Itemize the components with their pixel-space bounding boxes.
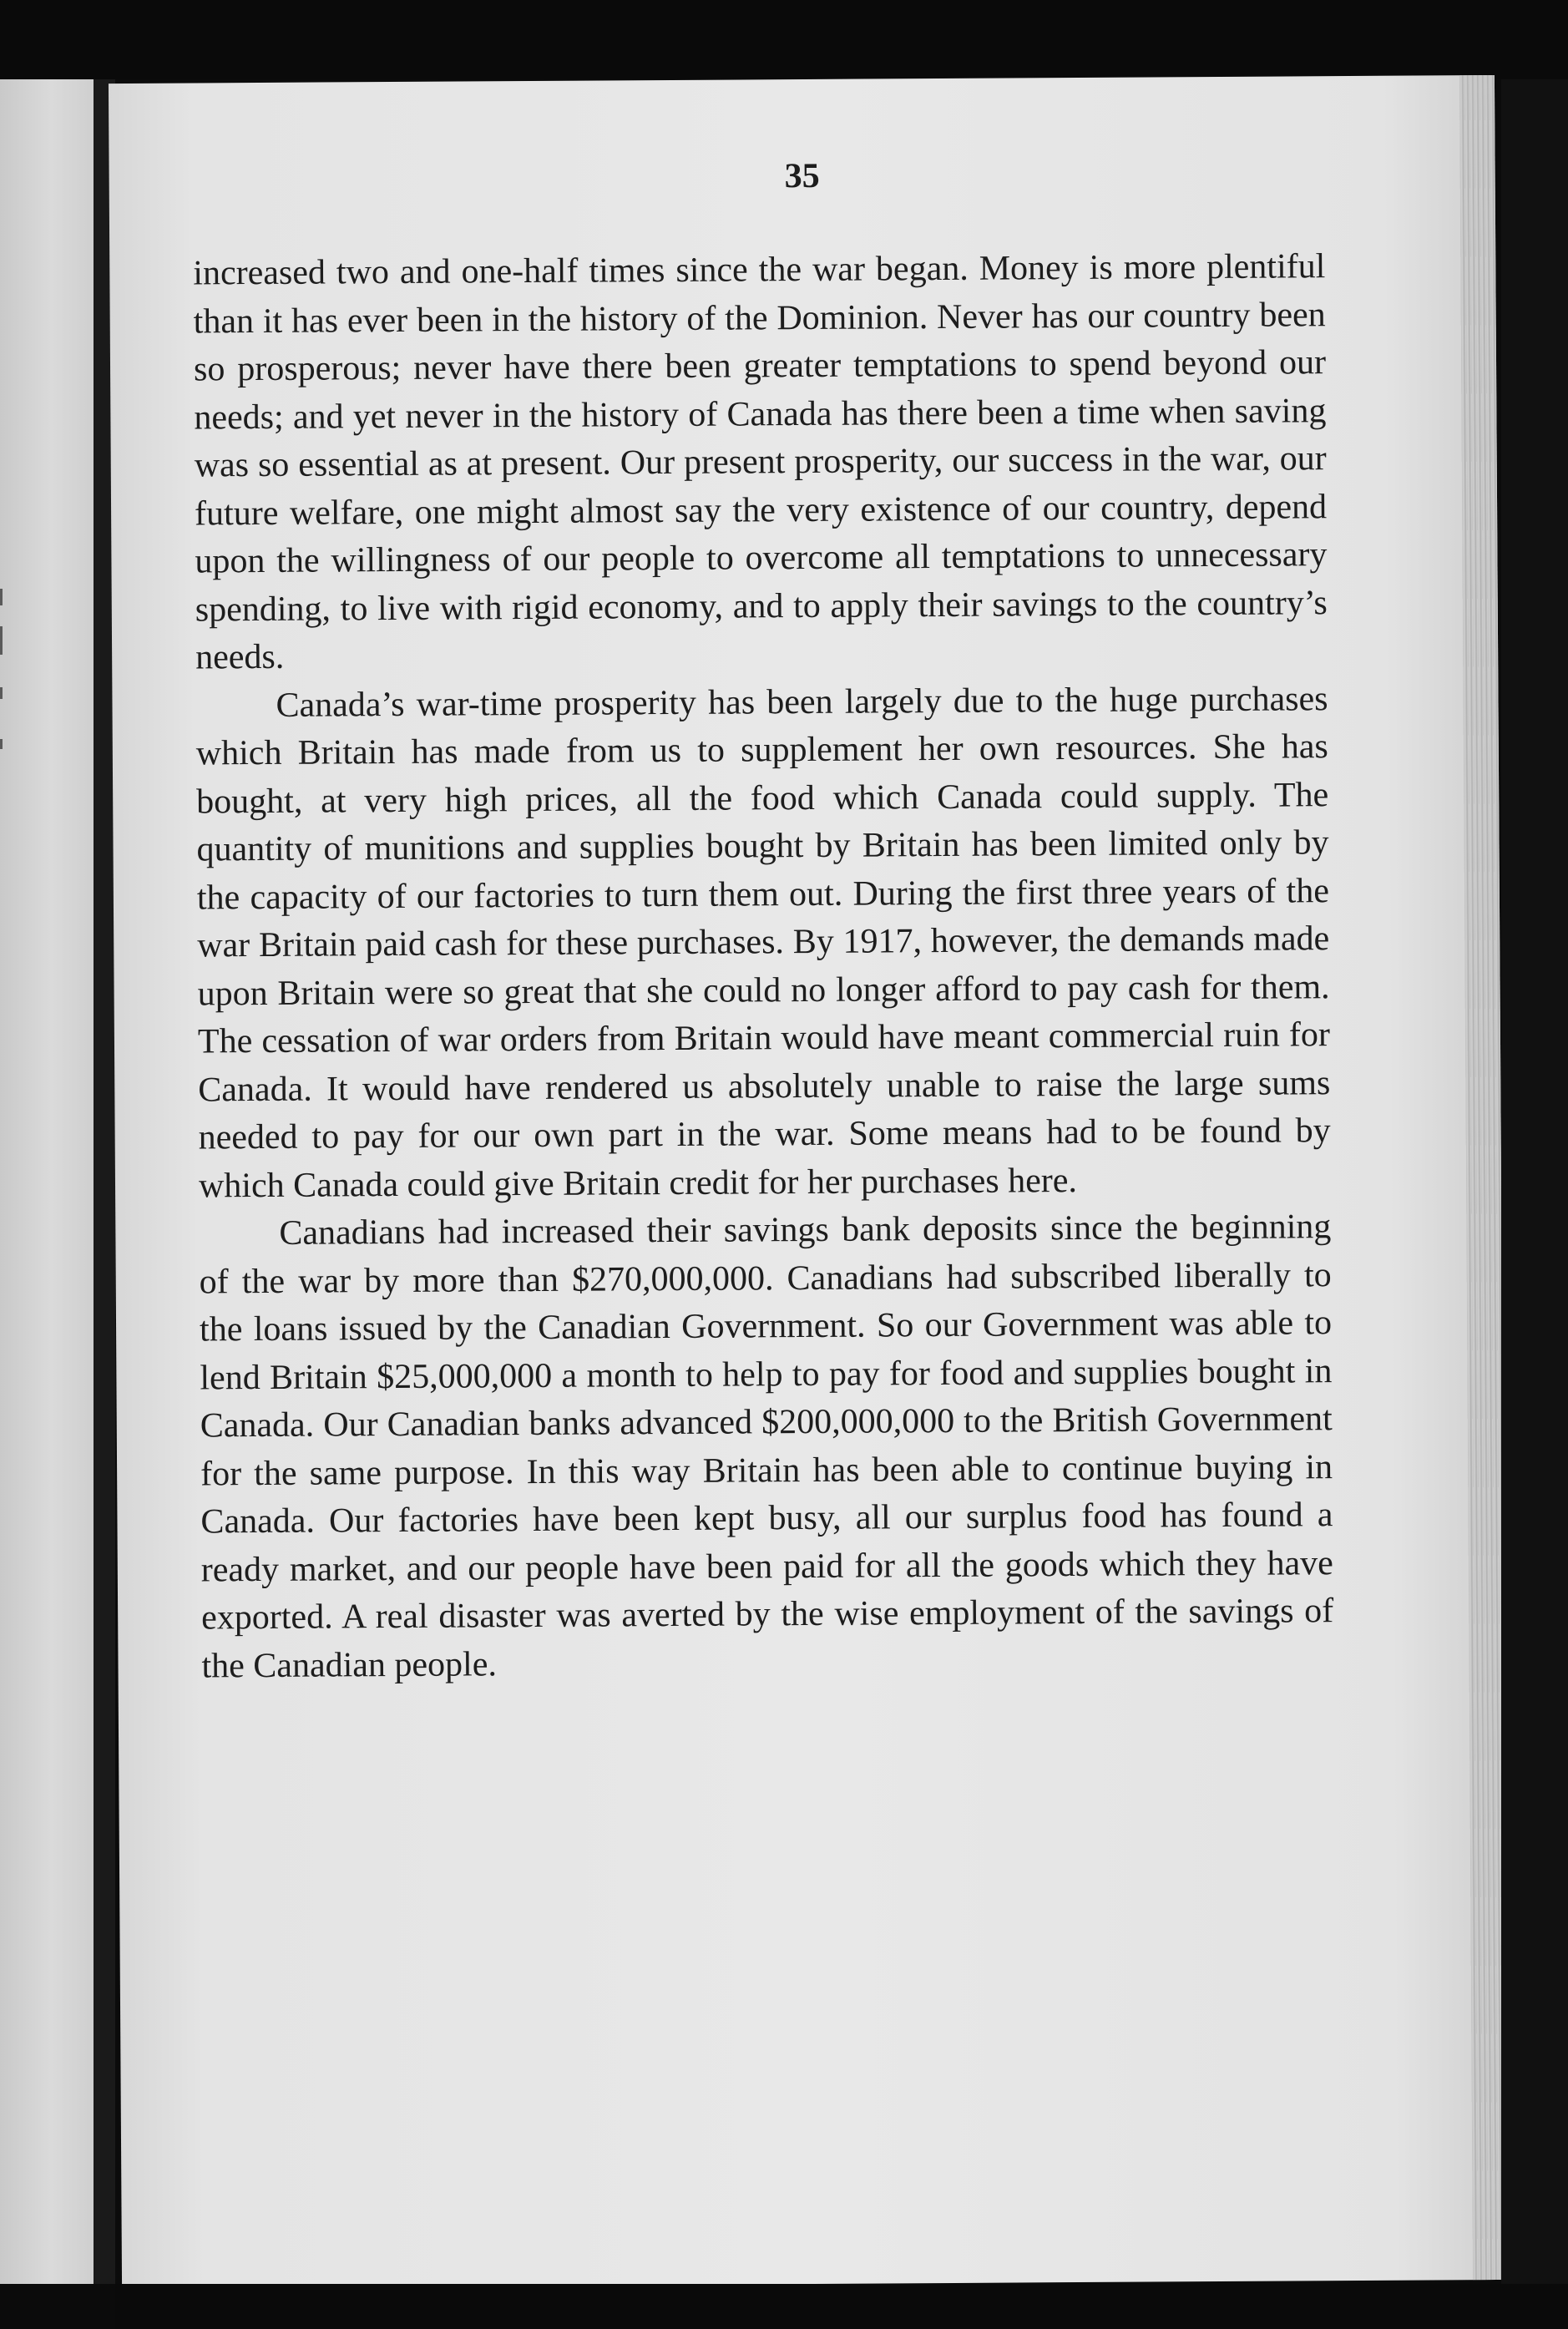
paragraph: Canada’s war-time prosperity has been largely due to the huge purchases which Britain has made from us to supplement her own resources. She has bought, at very high prices, all the food which Canada could supply. The quantity of munitions and supplies bought by Britain has been limited only by the capacity of our factories to turn them out. During the first three years of the war Britain paid cash for these purchases. By 1917, however, the demands made upon Britain were so great that she could no longer afford to pay cash for them. The cessation of war orders from Britain would have meant commercial ruin for Canada. It would have rendered us absolutely unable to raise the large sums needed to pay for our own part in the war. Some means had to be found by which Canada could give Britain credit for her purchases here. xyxy=(195,679,1331,1205)
scan-top-border xyxy=(0,0,1568,79)
facing-page-mark xyxy=(0,626,3,655)
facing-page-mark xyxy=(0,739,3,749)
page-body xyxy=(193,243,1334,1690)
facing-page-mark xyxy=(0,687,3,699)
facing-page-mark xyxy=(0,589,3,605)
facing-page-edge xyxy=(0,79,94,2284)
scan-right-border xyxy=(1501,79,1568,2284)
paragraph: Canadians had increased their savings bank deposits since the beginning of the war by more than $270,000,000. Canadians had subscribed liberally to the loans issued by the Canadian Government. So our Government was able to lend Britain $25,000,000 a month to help to pay for food and supplies bought in Canada. Our Canadian banks advanced $200,000,000 to the British Government for the same purpose. In this way Britain has been able to continue buying in Canada. Our factories have been kept busy, all our surplus food has found a ready market, and our people have been paid for all the goods which they have exported. A real disaster was averted by the wise employment of the savings of the Canadian people. xyxy=(199,1208,1334,1685)
page-number: 35 xyxy=(784,156,820,196)
book-page xyxy=(109,75,1508,2288)
paragraph: increased two and one-half times since the war began. Money is more plentiful than it has ever been in the history of the Dominion. Never has our country been so prosperous; never have there been greater temptations to spend beyond our needs; and yet never in the history of Canada has there been a time when saving was so essential as at present. Our present prosperity, our success in the war, our future welfare, one might almost say the very existence of our country, depend upon the willingness of our people to overcome all temptations to unnecessary spending, to live with rigid economy, and to apply their savings to the country’s needs. xyxy=(193,247,1328,677)
scan-bottom-border xyxy=(115,2284,1568,2329)
